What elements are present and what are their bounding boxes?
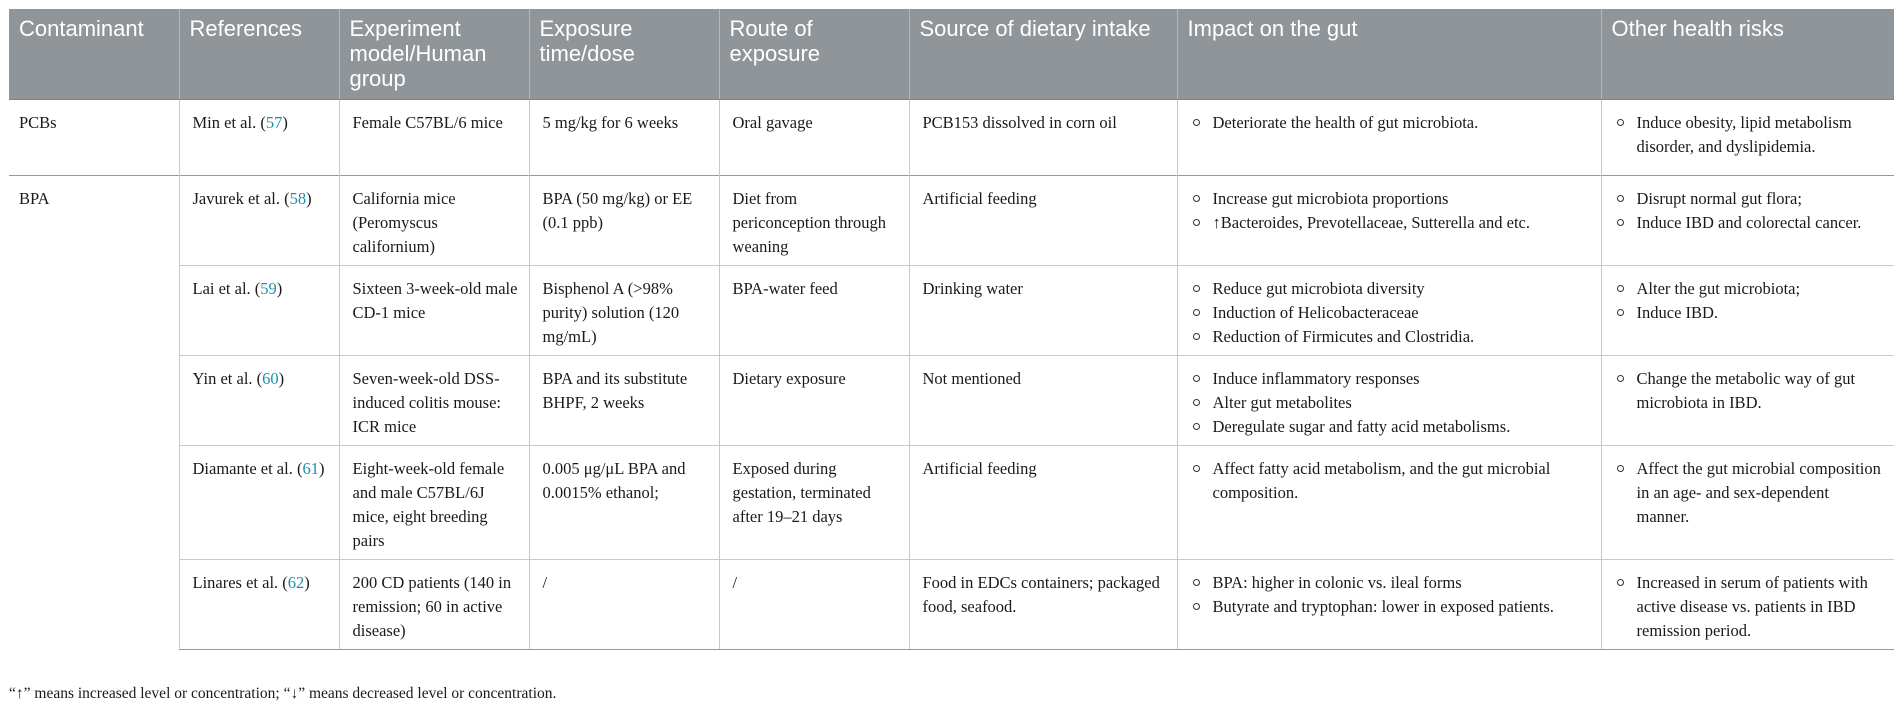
cell-model: Sixteen 3-week-old male CD-1 mice [339, 266, 529, 356]
cell-reference: Lai et al. (59) [179, 266, 339, 356]
cell-risks [1601, 176, 1894, 266]
list-item: ↑Bacteroides, Prevotellaceae, Sutterella and etc. [1191, 211, 1591, 235]
header-references: References [179, 9, 339, 100]
list-item: Induce IBD and colorectal cancer. [1615, 211, 1885, 235]
header-contaminant: Contaminant [9, 9, 179, 100]
cell-source: Not mentioned [909, 356, 1177, 446]
table-header-row [9, 9, 1894, 100]
list-item: Induce inflammatory responses [1191, 367, 1591, 391]
cell-model: Seven-week-old DSS-induced colitis mouse: ICR mice [339, 356, 529, 446]
cell-source: Artificial feeding [909, 446, 1177, 560]
cell-reference: Yin et al. (60) [179, 356, 339, 446]
list-item: Alter gut metabolites [1191, 391, 1591, 415]
list-item: Deteriorate the health of gut microbiota. [1191, 111, 1591, 135]
cell-risks [1601, 100, 1894, 176]
table-row [9, 176, 1894, 266]
cell-impact [1177, 100, 1601, 176]
header-source-of-dietary-intake: Source of dietary intake [909, 9, 1177, 100]
header-experiment-model: Experiment model/Human group [339, 9, 529, 100]
reference-link[interactable]: 62 [287, 573, 305, 592]
cell-model: California mice (Peromyscus californium) [339, 176, 529, 266]
cell-impact [1177, 176, 1601, 266]
reference-link[interactable]: 58 [289, 189, 307, 208]
list-item: Induce obesity, lipid metabolism disorder, and dyslipidemia. [1615, 111, 1885, 159]
header-impact-on-gut: Impact on the gut [1177, 9, 1601, 100]
cell-risks [1601, 560, 1894, 650]
cell-contaminant: PCBs [9, 100, 179, 176]
reference-link[interactable]: 60 [262, 369, 279, 388]
cell-risks [1601, 266, 1894, 356]
list-item: Affect fatty acid metabolism, and the gut microbial composition. [1191, 457, 1591, 505]
cell-dose: 5 mg/kg for 6 weeks [529, 100, 719, 176]
cell-risks [1601, 356, 1894, 446]
table-row [9, 560, 1894, 650]
cell-reference: Linares et al. (62) [179, 560, 339, 650]
table-row [9, 446, 1894, 560]
cell-risks [1601, 446, 1894, 560]
reference-link[interactable]: 61 [302, 459, 319, 478]
cell-contaminant: BPA [9, 176, 179, 650]
cell-impact [1177, 266, 1601, 356]
list-item: Reduce gut microbiota diversity [1191, 277, 1591, 301]
header-other-health-risks: Other health risks [1601, 9, 1894, 100]
cell-route: Exposed during gestation, terminated after 19–21 days [719, 446, 909, 560]
list-item: BPA: higher in colonic vs. ileal forms [1191, 571, 1591, 595]
cell-route: Oral gavage [719, 100, 909, 176]
cell-dose: / [529, 560, 719, 650]
list-item: Induce IBD. [1615, 301, 1885, 325]
cell-source: Artificial feeding [909, 176, 1177, 266]
reference-link[interactable]: 59 [260, 279, 277, 298]
cell-route: BPA-water feed [719, 266, 909, 356]
list-item: Alter the gut microbiota; [1615, 277, 1885, 301]
cell-model: Female C57BL/6 mice [339, 100, 529, 176]
header-route-of-exposure: Route of exposure [719, 9, 909, 100]
list-item: Increased in serum of patients with active disease vs. patients in IBD remission period. [1615, 571, 1885, 643]
cell-dose: Bisphenol A (>98% purity) solution (120 mg/mL) [529, 266, 719, 356]
table-row [9, 356, 1894, 446]
cell-source: Food in EDCs containers; packaged food, seafood. [909, 560, 1177, 650]
cell-route: Diet from periconception through weaning [719, 176, 909, 266]
cell-model: Eight-week-old female and male C57BL/6J mice, eight breeding pairs [339, 446, 529, 560]
cell-dose: 0.005 μg/μL BPA and 0.0015% ethanol; [529, 446, 719, 560]
header-exposure-time-dose: Exposure time/dose [529, 9, 719, 100]
cell-route: / [719, 560, 909, 650]
table-footnote: “↑” means increased level or concentration; “↓” means decreased level or concentration. [9, 685, 557, 702]
reference-link[interactable]: 57 [265, 113, 283, 132]
list-item: Disrupt normal gut flora; [1615, 187, 1885, 211]
list-item: Deregulate sugar and fatty acid metabolisms. [1191, 415, 1591, 439]
list-item: Increase gut microbiota proportions [1191, 187, 1591, 211]
cell-source: PCB153 dissolved in corn oil [909, 100, 1177, 176]
table-row [9, 100, 1894, 176]
cell-model: 200 CD patients (140 in remission; 60 in active disease) [339, 560, 529, 650]
list-item: Induction of Helicobacteraceae [1191, 301, 1591, 325]
cell-reference: Diamante et al. (61) [179, 446, 339, 560]
table-row [9, 266, 1894, 356]
cell-dose: BPA and its substitute BHPF, 2 weeks [529, 356, 719, 446]
list-item: Change the metabolic way of gut microbiota in IBD. [1615, 367, 1885, 415]
contaminant-table [9, 9, 1894, 650]
cell-impact [1177, 446, 1601, 560]
cell-impact [1177, 560, 1601, 650]
list-item: Butyrate and tryptophan: lower in exposed patients. [1191, 595, 1591, 619]
list-item: Reduction of Firmicutes and Clostridia. [1191, 325, 1591, 349]
cell-reference: Javurek et al. (58) [179, 176, 339, 266]
cell-impact [1177, 356, 1601, 446]
cell-source: Drinking water [909, 266, 1177, 356]
cell-route: Dietary exposure [719, 356, 909, 446]
cell-dose: BPA (50 mg/kg) or EE (0.1 ppb) [529, 176, 719, 266]
cell-reference: Min et al. (57) [179, 100, 339, 176]
list-item: Affect the gut microbial composition in an age- and sex-dependent manner. [1615, 457, 1885, 529]
